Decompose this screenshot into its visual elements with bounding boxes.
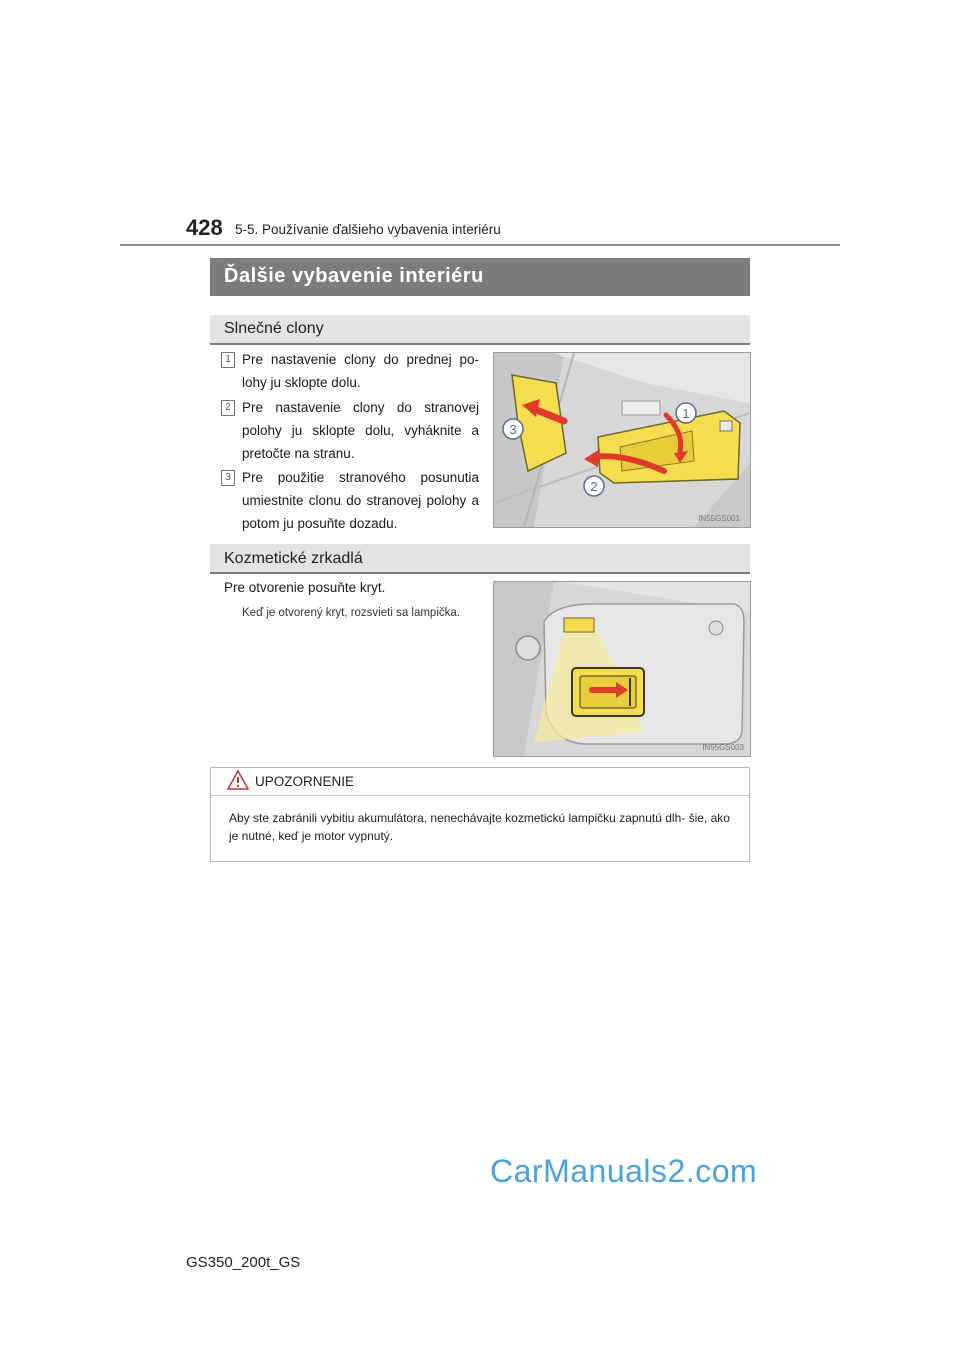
callout-1 (676, 403, 696, 423)
figure-code: IN55GS003 (702, 743, 744, 752)
model-code: GS350_200t_GS (186, 1254, 301, 1271)
vanity-mirror-instruction: Pre otvorenie posuňte kryt. (224, 580, 386, 595)
page-number: 428 (186, 215, 223, 240)
vanity-mirror-note: Keď je otvorený kryt, rozsvieti sa lampička. (242, 607, 460, 619)
svg-text:3: 3 (509, 422, 517, 437)
callout-3 (503, 419, 523, 439)
vanity-mirror-figure (493, 581, 751, 757)
warning-triangle-icon (227, 770, 249, 790)
warning-title: UPOZORNENIE (255, 774, 355, 789)
warning-text: Aby ste zabránili vybitiu akumulátora, nenechávajte kozmetickú lampičku zapnutú dlh- šie, ako je nutné, keď je motor vypnutý. (229, 811, 730, 843)
vanity-mirrors-title: Kozmetické zrkadlá (224, 550, 363, 567)
svg-text:2: 2 (590, 479, 598, 494)
watermark: CarManuals2.com (490, 1153, 758, 1189)
item-number-badge: 3 (221, 470, 235, 486)
item-number-badge: 2 (221, 400, 235, 416)
svg-text:1: 1 (682, 406, 690, 421)
section-title: Ďalšie vybavenie interiéru (224, 265, 484, 287)
sun-visor-step-2: Pre nastavenie clony do stranovej polohy ju sklopte dolu, vyháknite a pretočte na stranu. (242, 400, 479, 461)
header-rule (120, 244, 840, 246)
sun-visor-step-3: Pre použitie stranového posunutia umiestnite clonu do stranovej polohy a potom ju posuňte dozadu. (242, 470, 479, 531)
sun-visor-step-1: Pre nastavenie clony do prednej po- lohy ju sklopte dolu. (242, 352, 479, 390)
warning-divider (211, 795, 749, 796)
figure-code: IN55GS001 (698, 514, 740, 523)
sun-visor-illustration (494, 353, 750, 527)
item-number-badge: 1 (221, 352, 235, 368)
callout-2 (584, 476, 604, 496)
sun-visors-title: Slnečné clony (224, 320, 324, 337)
sun-visor-figure (493, 352, 751, 528)
chapter-title: 5-5. Používanie ďalšieho vybavenia interiéru (235, 222, 501, 237)
vanity-mirror-illustration (494, 582, 750, 756)
